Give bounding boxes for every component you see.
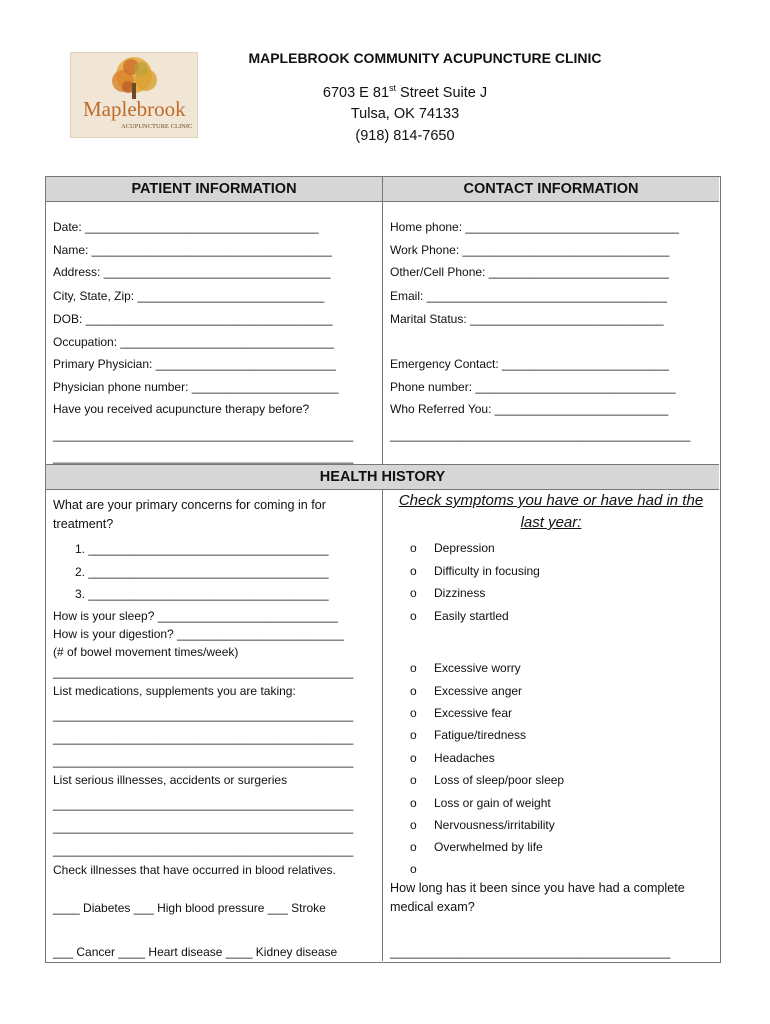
logo-text: Maplebrook	[83, 97, 186, 121]
clinic-name: MAPLEBROOK COMMUNITY ACUPUNCTURE CLINIC	[248, 50, 602, 66]
symptom-checkbox-headaches[interactable]: o Headaches	[410, 751, 495, 765]
medical-exam-line[interactable]: __________________________________________	[390, 945, 671, 959]
city-state-zip-field[interactable]: City, State, Zip: ____________________________	[53, 289, 325, 303]
acupuncture-answer-line[interactable]: _____________________________________________	[53, 428, 354, 442]
symptoms-title: Check symptoms you have or have had in the	[398, 492, 704, 509]
medications-line[interactable]: _____________________________________________	[53, 731, 354, 745]
primary-concerns-question: What are your primary concerns for coming in for	[53, 498, 326, 512]
patient-info-heading: PATIENT INFORMATION	[131, 181, 297, 197]
acupuncture-before-question: Have you received acupuncture therapy before?	[53, 402, 310, 416]
symptom-checkbox-focusing[interactable]: o Difficulty in focusing	[410, 564, 540, 578]
concern-line-3[interactable]: 3. ____________________________________	[75, 587, 329, 601]
clinic-phone: (918) 814-7650	[355, 128, 455, 144]
illnesses-line[interactable]: _____________________________________________	[53, 843, 354, 857]
referred-by-field[interactable]: Who Referred You: __________________________	[390, 402, 669, 416]
clinic-logo	[70, 52, 198, 138]
symptom-checkbox-startled[interactable]: o Easily startled	[410, 609, 509, 623]
family-illness-row-1[interactable]: ____ Diabetes ___ High blood pressure ___ Stroke	[53, 901, 326, 915]
illnesses-line[interactable]: _____________________________________________	[53, 820, 354, 834]
cell-phone-field[interactable]: Other/Cell Phone: ___________________________	[390, 265, 669, 279]
symptom-checkbox-blank[interactable]: o	[410, 862, 417, 876]
acupuncture-answer-line[interactable]: _____________________________________________	[53, 450, 354, 464]
contact-info-heading: CONTACT INFORMATION	[463, 181, 639, 197]
dob-field[interactable]: DOB: _____________________________________	[53, 312, 333, 326]
column-divider-bottom	[382, 489, 383, 961]
symptom-checkbox-fatigue[interactable]: o Fatigue/tiredness	[410, 728, 527, 742]
primary-physician-field[interactable]: Primary Physician: ___________________________	[53, 357, 336, 371]
symptoms-title-cont: last year:	[520, 514, 582, 531]
concern-line-2[interactable]: 2. ____________________________________	[75, 565, 329, 579]
digestion-field[interactable]: How is your digestion? _________________________	[53, 627, 344, 641]
symptom-checkbox-nervousness[interactable]: o Nervousness/irritability	[410, 818, 555, 832]
address-field[interactable]: Address: __________________________________	[53, 265, 331, 279]
concern-line-1[interactable]: 1. ____________________________________	[75, 542, 329, 556]
referred-by-line[interactable]: _____________________________________________	[390, 428, 691, 442]
emergency-phone-field[interactable]: Phone number: ______________________________	[390, 380, 676, 394]
medications-line[interactable]: _____________________________________________	[53, 708, 354, 722]
bowel-line[interactable]: _____________________________________________	[53, 665, 354, 679]
sleep-field[interactable]: How is your sleep? ___________________________	[53, 609, 338, 623]
symptom-checkbox-worry[interactable]: o Excessive worry	[410, 661, 521, 675]
name-field[interactable]: Name: ____________________________________	[53, 243, 332, 257]
health-history-heading: HEALTH HISTORY	[46, 464, 719, 490]
clinic-city: Tulsa, OK 74133	[350, 106, 460, 122]
symptom-checkbox-sleep-loss[interactable]: o Loss of sleep/poor sleep	[410, 773, 565, 787]
illnesses-line[interactable]: _____________________________________________	[53, 797, 354, 811]
medical-exam-question: How long has it been since you have had a complete	[390, 881, 685, 895]
symptom-checkbox-depression[interactable]: o Depression	[410, 541, 495, 555]
clinic-street: 6703 E 81st Street Suite J	[322, 83, 488, 101]
home-phone-field[interactable]: Home phone: ________________________________	[390, 220, 679, 234]
symptom-checkbox-fear[interactable]: o Excessive fear	[410, 706, 513, 720]
family-illness-row-2[interactable]: ___ Cancer ____ Heart disease ____ Kidney disease	[53, 945, 338, 959]
medications-line[interactable]: _____________________________________________	[53, 754, 354, 768]
emergency-contact-field[interactable]: Emergency Contact: _________________________	[390, 357, 669, 371]
primary-concerns-question-cont: treatment?	[53, 517, 114, 531]
bowel-label: (# of bowel movement times/week)	[53, 645, 239, 659]
medications-label: List medications, supplements you are taking:	[53, 684, 296, 698]
logo-subtext: ACUPUNCTURE CLINIC	[121, 123, 193, 130]
occupation-field[interactable]: Occupation: ________________________________	[53, 335, 334, 349]
symptom-checkbox-overwhelmed[interactable]: o Overwhelmed by life	[410, 840, 543, 854]
family-illness-label: Check illnesses that have occurred in blood relatives.	[53, 863, 336, 877]
work-phone-field[interactable]: Work Phone: _______________________________	[390, 243, 670, 257]
date-field[interactable]: Date: ___________________________________	[53, 220, 319, 234]
illnesses-label: List serious illnesses, accidents or surgeries	[53, 773, 288, 787]
symptom-checkbox-anger[interactable]: o Excessive anger	[410, 684, 523, 698]
physician-phone-field[interactable]: Physician phone number: ______________________	[53, 380, 339, 394]
symptom-checkbox-weight[interactable]: o Loss or gain of weight	[410, 796, 551, 810]
column-divider-top	[382, 177, 383, 464]
email-field[interactable]: Email: ____________________________________	[390, 289, 667, 303]
marital-status-field[interactable]: Marital Status: _____________________________	[390, 312, 664, 326]
symptom-checkbox-dizziness[interactable]: o Dizziness	[410, 586, 486, 600]
medical-exam-question-cont: medical exam?	[390, 900, 475, 914]
